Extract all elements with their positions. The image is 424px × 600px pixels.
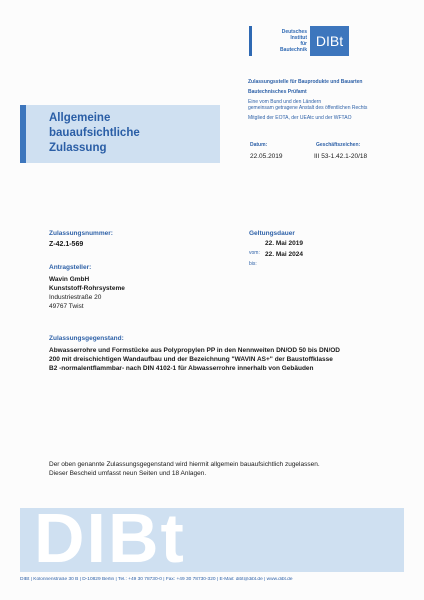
authority-line-2: Bautechnisches Prüfamt	[248, 89, 307, 95]
subject-line-3: B2 -normalentflammbar- nach DIN 4102-1 für Abwasserrohre innerhalb von Gebäuden	[49, 365, 314, 372]
validity-to-value: 22. Mai 2024	[265, 251, 303, 258]
logo-text	[252, 26, 310, 56]
title-line-2: bauaufsichtliche	[49, 127, 140, 139]
validity-to-label: bis:	[249, 261, 257, 267]
subject-line-2: 200 mit dreischichtigen Wandaufbau und der Bezeichnung "WAVIN AS+" der Baustoffklasse	[49, 356, 333, 363]
title-line-3: Zulassung	[49, 142, 107, 154]
approval-number-label: Zulassungsnummer:	[49, 230, 113, 237]
authority-line-1: Zulassungsstelle für Bauprodukte und Bauarten	[248, 79, 363, 85]
title-band-accent	[20, 105, 26, 163]
footer-watermark-logo: DIBt	[34, 508, 186, 572]
date-label: Datum:	[250, 142, 268, 148]
validity-label: Geltungsdauer	[249, 230, 295, 237]
title-line-1: Allgemeine	[49, 112, 111, 124]
logo-line-1: Deutsches	[281, 29, 307, 35]
subject-text	[49, 346, 379, 373]
reference-label: Geschäftszeichen:	[316, 142, 361, 148]
closing-statement	[49, 460, 389, 478]
footer-address: DIBt | Kolonnenstraße 30 B | D-10829 Berlin | Tel.: +49 30 78730-0 | Fax: +49 30 78730-320 | E-Mail: dibt@dibt.de | www.dibt.de	[20, 577, 293, 582]
authority-info	[248, 79, 413, 121]
document-title	[49, 111, 219, 156]
reference-value: III 53-1.42.1-20/18	[314, 153, 368, 160]
applicant-city: 49767 Twist	[49, 303, 84, 310]
dibt-logo	[249, 26, 349, 56]
validity-from-value: 22. Mai 2019	[265, 240, 303, 247]
date-value: 22.05.2019	[250, 153, 283, 160]
approval-number-value: Z-42.1-569	[49, 241, 84, 248]
applicant-label: Antragsteller:	[49, 264, 92, 271]
logo-line-4: Bautechnik	[280, 47, 307, 53]
authority-line-5: Mitglied der EOTA, der UEAtc und der WFTAO	[248, 115, 352, 121]
authority-line-3: Eine vom Bund und den Ländern	[248, 99, 322, 105]
applicant-division: Kunststoff-Rohrsysteme	[49, 285, 125, 292]
authority-line-4: gemeinsam getragene Anstalt des öffentlichen Rechts	[248, 105, 368, 111]
validity-from-label: vom:	[249, 250, 260, 256]
applicant-name: Wavin GmbH	[49, 276, 90, 283]
logo-line-3: für	[300, 41, 307, 47]
applicant-street: Industriestraße 20	[49, 294, 102, 301]
logo-line-2: Institut	[290, 35, 307, 41]
applicant-address	[49, 275, 125, 311]
logo-mark: DIBt	[310, 26, 349, 56]
subject-line-1: Abwasserrohre und Formstücke aus Polypropylen PP in den Nennweiten DN/OD 50 bis DN/OD	[49, 347, 340, 354]
subject-label: Zulassungsgegenstand:	[49, 335, 124, 342]
footer-band	[20, 508, 404, 572]
closing-line-1: Der oben genannte Zulassungsgegenstand wird hiermit allgemein bauaufsichtlich zugelassen.	[49, 461, 320, 468]
closing-line-2: Dieser Bescheid umfasst neun Seiten und 18 Anlagen.	[49, 470, 207, 477]
